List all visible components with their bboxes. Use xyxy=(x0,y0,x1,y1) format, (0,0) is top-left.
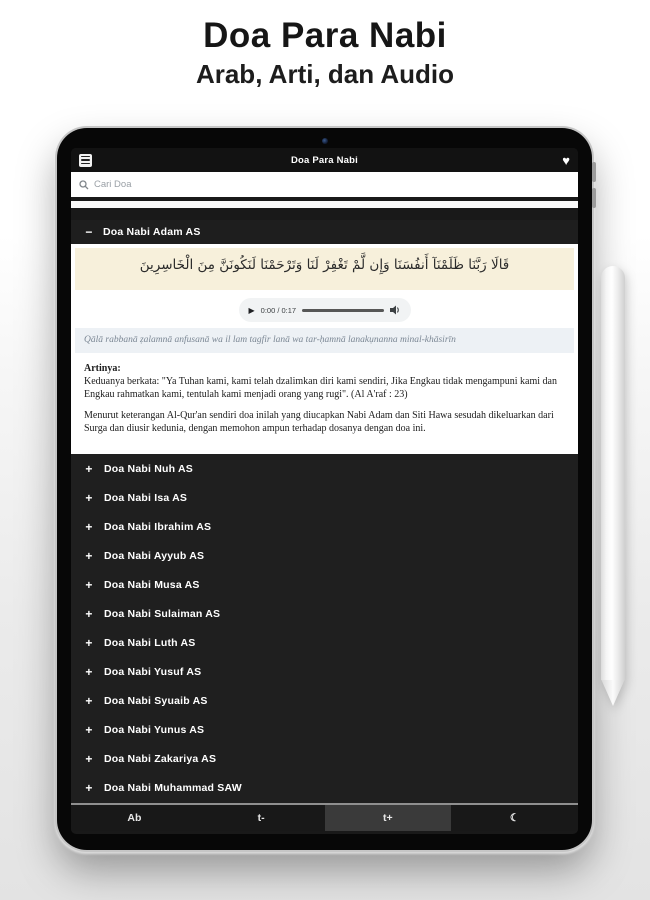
search-placeholder: Cari Doa xyxy=(94,179,132,190)
nav-decrease-text-icon[interactable] xyxy=(198,805,325,831)
accordion-item-yusuf[interactable] xyxy=(71,657,578,686)
nav-increase-text-icon[interactable] xyxy=(325,805,452,831)
stylus-pencil xyxy=(601,266,625,706)
accordion-item-label: Doa Nabi Isa AS xyxy=(104,491,188,504)
page-subtitle: Arab, Arti, dan Audio xyxy=(195,59,455,89)
expand-plus-icon[interactable]: + xyxy=(85,635,93,650)
volume-icon[interactable] xyxy=(390,305,401,315)
accordion-item-sulaiman[interactable] xyxy=(71,599,578,628)
accordion-item-label: Doa Nabi Muhammad SAW xyxy=(104,781,242,794)
app-title: Doa Para Nabi xyxy=(290,154,358,166)
accordion-item-yunus[interactable] xyxy=(71,715,578,744)
collapse-minus-icon[interactable]: − xyxy=(85,225,93,239)
volume-down-button xyxy=(592,188,596,208)
play-icon[interactable]: ▶ xyxy=(248,305,255,315)
accordion-header-adam[interactable] xyxy=(71,220,578,244)
expand-plus-icon[interactable]: + xyxy=(85,780,93,795)
meaning-text: Keduanya berkata: "Ya Tuhan kami, kami telah dzalimkan diri kami sendiri, Jika Engkau tidak mengampuni kami dan Engkau rahmatkan kami, tentulah kami menjadi orang yang rugi". (Al A'raf : 23) xyxy=(84,375,557,400)
accordion-item-label: Doa Nabi Syuaib AS xyxy=(104,694,208,707)
search-input[interactable] xyxy=(71,172,578,197)
favorites-heart-icon[interactable]: ♥ xyxy=(562,152,570,168)
accordion-item-label: Doa Nabi Yunus AS xyxy=(104,723,205,736)
expand-plus-icon[interactable]: + xyxy=(85,577,93,592)
audio-time: 0:00 / 0:17 xyxy=(260,305,297,315)
expand-plus-icon[interactable]: + xyxy=(85,519,93,534)
accordion-body-adam xyxy=(71,244,578,454)
accordion-item-label: Doa Nabi Zakariya AS xyxy=(104,752,217,765)
accordion-item-label: Doa Nabi Luth AS xyxy=(104,636,196,649)
nav-dark-mode-moon-icon[interactable] xyxy=(451,805,578,831)
accordion-item-ayyub[interactable] xyxy=(71,541,578,570)
accordion-item-label: Doa Nabi Musa AS xyxy=(104,578,200,591)
tablet-screen xyxy=(71,148,578,834)
expand-plus-icon[interactable]: + xyxy=(85,548,93,563)
accordion-item-luth[interactable] xyxy=(71,628,578,657)
search-icon xyxy=(79,180,89,190)
accordion-item-syuaib[interactable] xyxy=(71,686,578,715)
expand-plus-icon[interactable]: + xyxy=(85,722,93,737)
expand-plus-icon[interactable]: + xyxy=(85,461,93,476)
page-title: Doa Para Nabi xyxy=(203,16,447,55)
expand-plus-icon[interactable]: + xyxy=(85,751,93,766)
hero-header xyxy=(0,16,650,90)
accordion-item-label: Doa Nabi Ayyub AS xyxy=(104,549,205,562)
meaning-section xyxy=(75,361,574,436)
accordion-item-label: Doa Nabi Ibrahim AS xyxy=(104,520,212,533)
accordion-item-ibrahim[interactable] xyxy=(71,512,578,541)
nav-font-style-icon[interactable] xyxy=(71,805,198,831)
divider-gap xyxy=(71,208,578,220)
transliteration-text: Qālā rabbanā ẓalamnā anfusanā wa il lam tagfir lanā wa tar-ḥamnā lanakụnanna minal-khāsirīn xyxy=(75,328,574,353)
nav-glyph: ☾ xyxy=(509,812,520,824)
audio-player[interactable] xyxy=(239,298,411,322)
expand-plus-icon[interactable]: + xyxy=(85,606,93,621)
meaning-label: Artinya: xyxy=(84,362,121,374)
accordion-item-label: Doa Nabi Sulaiman AS xyxy=(104,607,221,620)
meaning-note: Menurut keterangan Al-Qur'an sendiri doa inilah yang diucapkan Nabi Adam dan Siti Hawa sesudah dikeluarkan dari Surga dan diusir kedunia, dengan memohon ampun terhadap dosanya dengan doa ini. xyxy=(84,410,554,435)
tablet-device xyxy=(57,128,592,850)
menu-icon[interactable] xyxy=(79,154,92,167)
accordion-list xyxy=(71,454,578,803)
stylus-body xyxy=(601,266,625,680)
bottom-nav xyxy=(71,805,578,831)
expand-plus-icon[interactable]: + xyxy=(85,693,93,708)
accordion-item-muhammad[interactable] xyxy=(71,773,578,802)
nav-glyph: t- xyxy=(257,812,265,824)
accordion-item-isa[interactable] xyxy=(71,483,578,512)
expand-plus-icon[interactable]: + xyxy=(85,490,93,505)
arabic-verse: قَالَا رَبَّنَا ظَلَمْنَآ أَنفُسَنَا وَإِن لَّمْ تَغْفِرْ لَنَا وَتَرْحَمْنَا لَنَكُونَنَّ مِنَ الْخَاسِرِينَ xyxy=(75,248,574,290)
accordion-title: Doa Nabi Adam AS xyxy=(103,226,201,238)
stylus-tip xyxy=(601,680,625,706)
accordion-item-zakariya[interactable] xyxy=(71,744,578,773)
expand-plus-icon[interactable]: + xyxy=(85,664,93,679)
accordion-item-musa[interactable] xyxy=(71,570,578,599)
front-camera xyxy=(322,138,328,144)
nav-glyph: Ab xyxy=(127,812,142,824)
app-header xyxy=(71,148,578,172)
volume-up-button xyxy=(592,162,596,182)
nav-glyph: t+ xyxy=(383,812,393,824)
audio-progress-bar[interactable] xyxy=(302,309,383,312)
accordion-item-label: Doa Nabi Nuh AS xyxy=(104,462,193,475)
accordion-item-label: Doa Nabi Yusuf AS xyxy=(104,665,202,678)
accordion-item-nuh[interactable] xyxy=(71,454,578,483)
divider-strip xyxy=(71,201,578,208)
